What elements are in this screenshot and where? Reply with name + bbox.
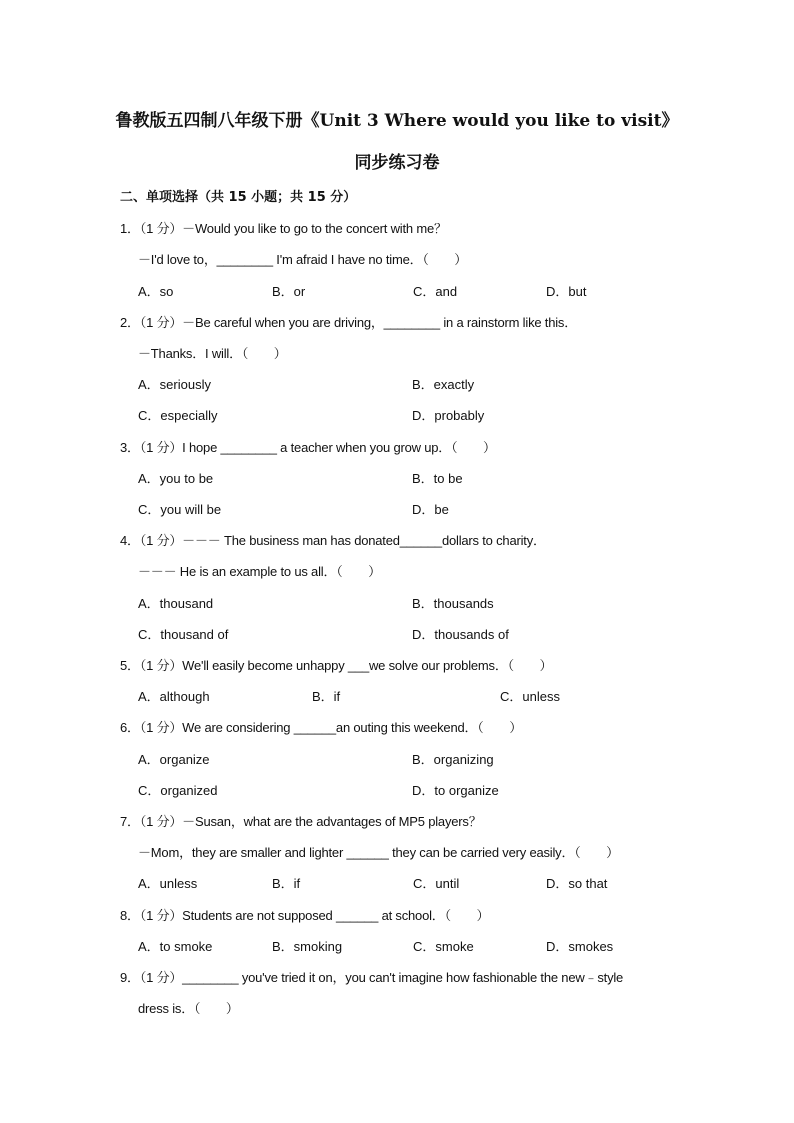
q8-option-b: B．smoking: [272, 939, 343, 954]
q1-option-a: A．so: [138, 284, 174, 299]
q8-option-d: D．smokes: [546, 939, 614, 954]
q5-stem: 5．（1 分）We'll easily become unhappy ___we solve our problems．（ ）: [120, 658, 553, 673]
q6-option-c: C．organized: [138, 783, 218, 798]
q2-option-a: A．seriously: [138, 377, 211, 392]
q2-option-c: C．especially: [138, 408, 218, 423]
q4-option-c: C．thousand of: [138, 627, 229, 642]
q4-option-b: B．thousands: [412, 596, 494, 611]
q5-option-b: B．if: [312, 689, 341, 704]
q2-line2: －Thanks．I will．（ ）: [138, 346, 287, 361]
q7-option-b: B．if: [272, 876, 301, 891]
q8-stem: 8．（1 分）Students are not supposed ______ at school．（ ）: [120, 908, 490, 923]
q7-option-c: C．until: [413, 876, 460, 891]
q8-option-a: A．to smoke: [138, 939, 213, 954]
q8-option-c: C．smoke: [413, 939, 474, 954]
q1-option-d: D．but: [546, 284, 587, 299]
doc-title-line2: 同步练习卷: [354, 153, 440, 173]
q7-stem: 7．（1 分）－Susan，what are the advantages of MP5 players？: [120, 814, 482, 829]
q9-stem: 9．（1 分）________ you've tried it on，you can't imagine how fashionable the new﹣style: [120, 970, 624, 985]
section-heading: 二、单项选择（共 15 小题；共 15 分）: [120, 190, 357, 205]
q1-line2: －I'd love to，________ I'm afraid I have no time．（ ）: [138, 252, 468, 267]
q4-stem: 4．（1 分）－－－ The business man has donated______dollars to charity．: [120, 533, 546, 548]
doc-title-line1: 鲁教版五四制八年级下册《Unit 3 Where would you like to visit》: [115, 111, 679, 131]
q1-option-b: B．or: [272, 284, 306, 299]
q6-option-a: A．organize: [138, 752, 210, 767]
q1-stem: 1．（1 分）－Would you like to go to the concert with me？: [120, 221, 447, 236]
q2-option-b: B．exactly: [412, 377, 475, 392]
q7-line2: －Mom，they are smaller and lighter ______ they can be carried very easily．（ ）: [138, 845, 619, 860]
q3-option-a: A．you to be: [138, 471, 214, 486]
q9-line2: dress is．（ ）: [138, 1001, 239, 1016]
q6-stem: 6．（1 分）We are considering ______an outing this weekend．（ ）: [120, 720, 523, 735]
q3-stem: 3．（1 分）I hope ________ a teacher when you grow up．（ ）: [120, 440, 496, 455]
q6-option-d: D．to organize: [412, 783, 499, 798]
q5-option-a: A．although: [138, 689, 210, 704]
q1-option-c: C．and: [413, 284, 458, 299]
q4-line2: －－－ He is an example to us all．（ ）: [138, 564, 381, 579]
q4-option-d: D．thousands of: [412, 627, 509, 642]
q6-option-b: B．organizing: [412, 752, 494, 767]
q2-option-d: D．probably: [412, 408, 485, 423]
q3-option-b: B．to be: [412, 471, 463, 486]
q3-option-d: D．be: [412, 502, 449, 517]
q5-option-c: C．unless: [500, 689, 560, 704]
q3-option-c: C．you will be: [138, 502, 222, 517]
q7-option-d: D．so that: [546, 876, 608, 891]
q2-stem: 2．（1 分）－Be careful when you are driving，________ in a rainstorm like this．: [120, 315, 578, 330]
q4-option-a: A．thousand: [138, 596, 214, 611]
q7-option-a: A．unless: [138, 876, 198, 891]
